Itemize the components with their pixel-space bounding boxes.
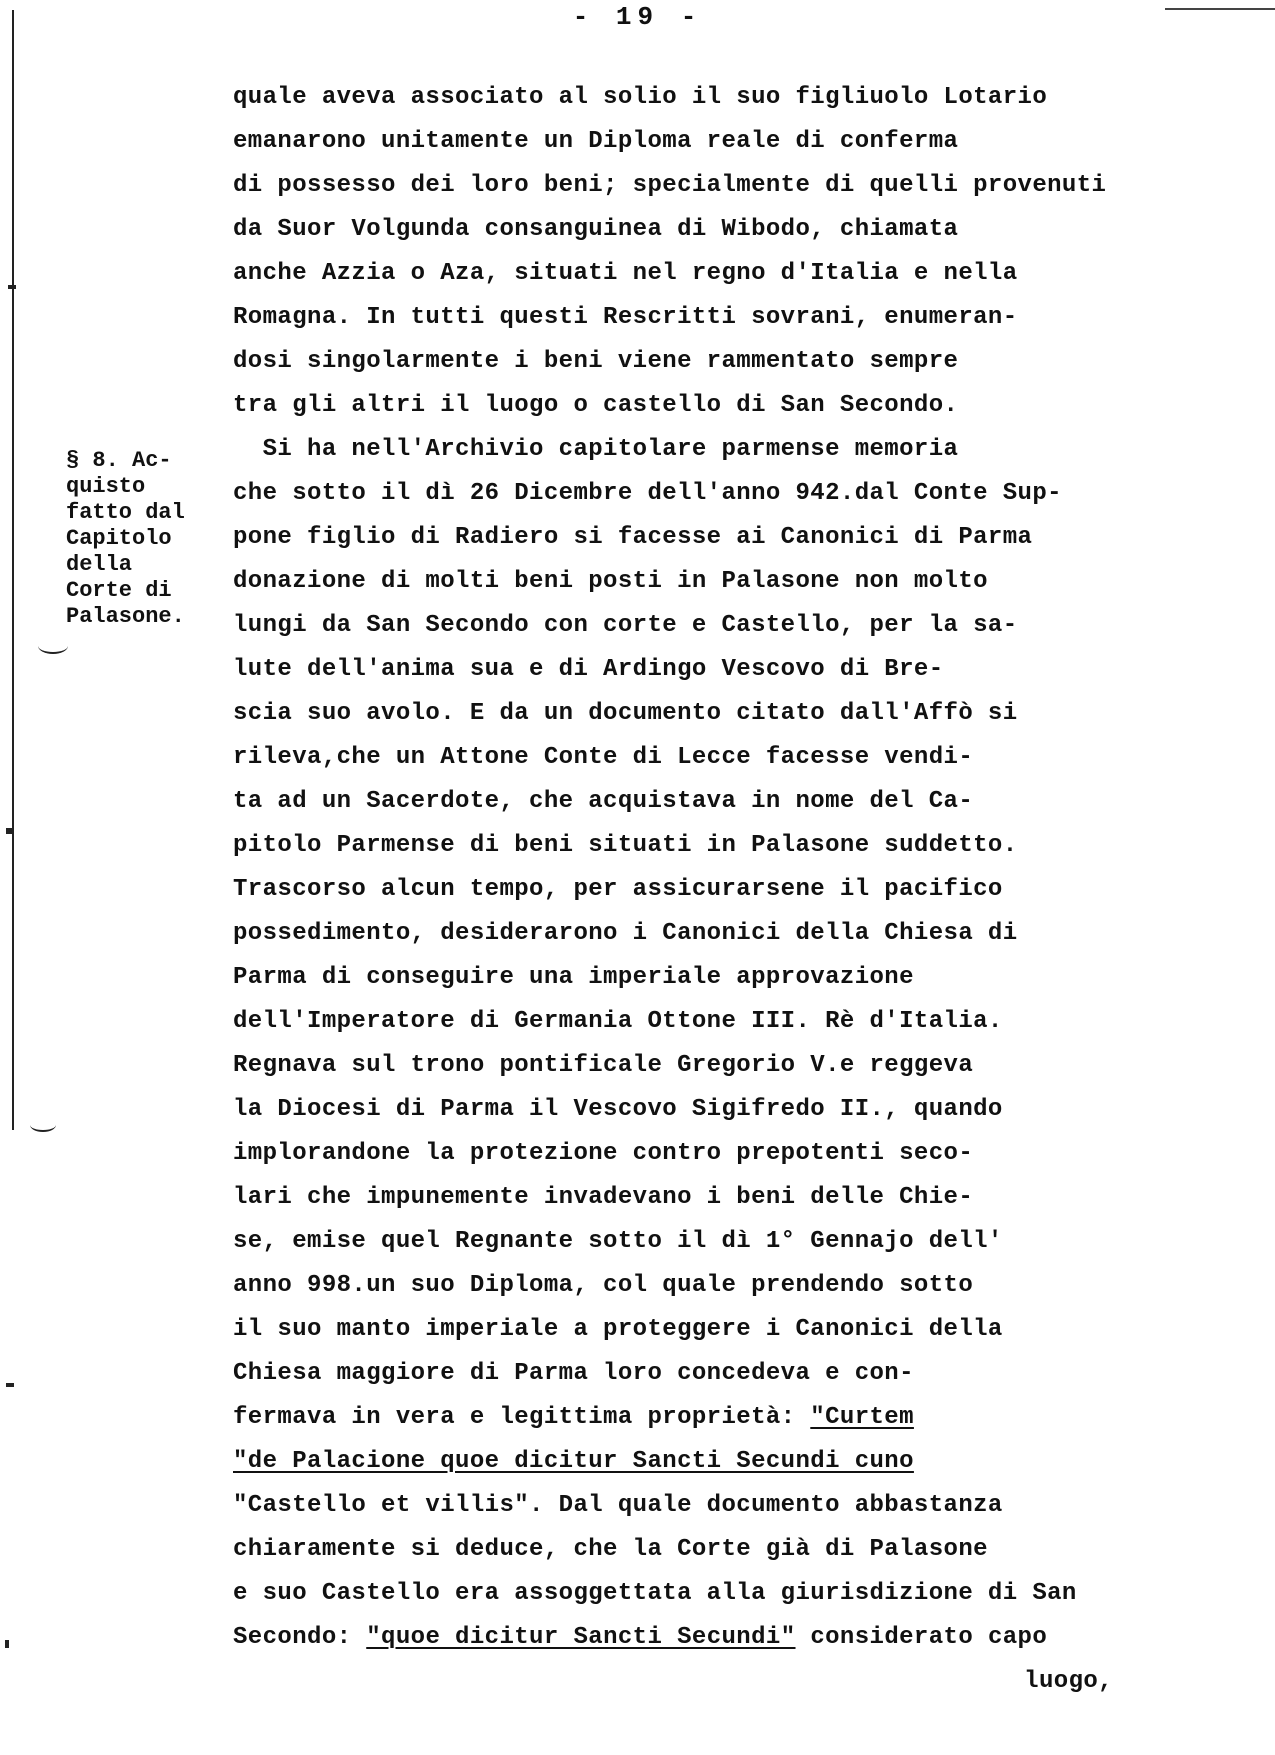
text-line: rileva,che un Attone Conte di Lecce facesse vendi- [233,744,974,771]
text-line: Romagna. In tutti questi Rescritti sovrani, enumeran- [233,304,1018,331]
page-number: - 19 - [572,2,703,32]
text-line [233,1396,1233,1440]
text-line: anche Azzia o Aza, situati nel regno d'Italia e nella [233,260,1018,287]
text-segment: fermava in vera e legittima proprietà: [233,1404,811,1431]
text-line: dell'Imperatore di Germania Ottone III. Rè d'Italia. [233,1008,1003,1035]
text-line: il suo manto imperiale a proteggere i Canonici della [233,1316,1003,1343]
margin-bracket-arc [30,1118,56,1132]
margin-note-line: Corte di [66,578,172,603]
latin-quote: "quoe dicitur Sancti Secundi" [366,1624,796,1651]
text-line: "Castello et villis". Dal quale documento abbastanza [233,1492,1003,1519]
text-line: pone figlio di Radiero si facesse ai Canonici di Parma [233,524,1033,551]
text-line: lari che impunemente invadevano i beni delle Chie- [233,1184,974,1211]
text-line: quale aveva associato al solio il suo figliuolo Lotario [233,84,1048,111]
text-segment: considerato capo [795,1624,1048,1651]
left-binding-tick [6,828,14,834]
text-line: di possesso dei loro beni; specialmente di quelli provenuti [233,172,1107,199]
text-line-final: luogo, [1024,1668,1113,1695]
margin-note-line: Capitolo [66,526,172,551]
text-line: Trascorso alcun tempo, per assicurarsene il pacifico [233,876,1003,903]
margin-note-line: Palasone. [66,604,185,629]
latin-quote: "Curtem [810,1404,914,1431]
body-text [233,76,1233,1704]
margin-bracket-arc [38,638,68,654]
text-line: anno 998.un suo Diploma, col quale prendendo sotto [233,1272,974,1299]
left-binding-dot [5,1640,9,1648]
text-line: tra gli altri il luogo o castello di San Secondo. [233,392,959,419]
text-line: scia suo avolo. E da un documento citato dall'Affò si [233,700,1018,727]
margin-note-line: fatto dal [66,500,185,525]
left-binding-line [12,10,14,1130]
text-line: che sotto il dì 26 Dicembre dell'anno 942.dal Conte Sup- [233,480,1062,507]
text-line: possedimento, desiderarono i Canonici della Chiesa di [233,920,1018,947]
text-line: da Suor Volgunda consanguinea di Wibodo, chiamata [233,216,959,243]
text-line: lungi da San Secondo con corte e Castello, per la sa- [233,612,1018,639]
margin-note [66,448,216,630]
text-segment: Secondo: [233,1624,367,1651]
text-line: ta ad un Sacerdote, che acquistava in nome del Ca- [233,788,974,815]
text-line: implorandone la protezione contro prepotenti seco- [233,1140,974,1167]
text-line: chiaramente si deduce, che la Corte già di Palasone [233,1536,988,1563]
text-line [233,1616,1233,1660]
text-line: Regnava sul trono pontificale Gregorio V.e reggeva [233,1052,974,1079]
text-line: dosi singolarmente i beni viene rammentato sempre [233,348,959,375]
text-line: lute dell'anima sua e di Ardingo Vescovo di Bre- [233,656,944,683]
margin-note-line: della [66,552,133,577]
text-line: e suo Castello era assoggettata alla giurisdizione di San [233,1580,1077,1607]
text-line: Parma di conseguire una imperiale approvazione [233,964,914,991]
margin-note-line: § 8. Ac- [66,448,172,473]
text-line: pitolo Parmense di beni situati in Palasone suddetto. [233,832,1018,859]
text-line: emanarono unitamente un Diploma reale di conferma [233,128,959,155]
text-line: donazione di molti beni posti in Palasone non molto [233,568,988,595]
text-line: se, emise quel Regnante sotto il dì 1° Gennajo dell' [233,1228,1003,1255]
left-binding-tick [8,285,16,289]
latin-quote: "de Palacione quoe dicitur Sancti Secundi cuno [233,1448,914,1475]
left-binding-tick [6,1383,14,1387]
text-line [233,1440,1233,1484]
text-line: la Diocesi di Parma il Vescovo Sigifredo II., quando [233,1096,1003,1123]
text-line: Si ha nell'Archivio capitolare parmense memoria [233,436,959,463]
text-line: Chiesa maggiore di Parma loro concedeva e con- [233,1360,914,1387]
margin-note-line: quisto [66,474,146,499]
